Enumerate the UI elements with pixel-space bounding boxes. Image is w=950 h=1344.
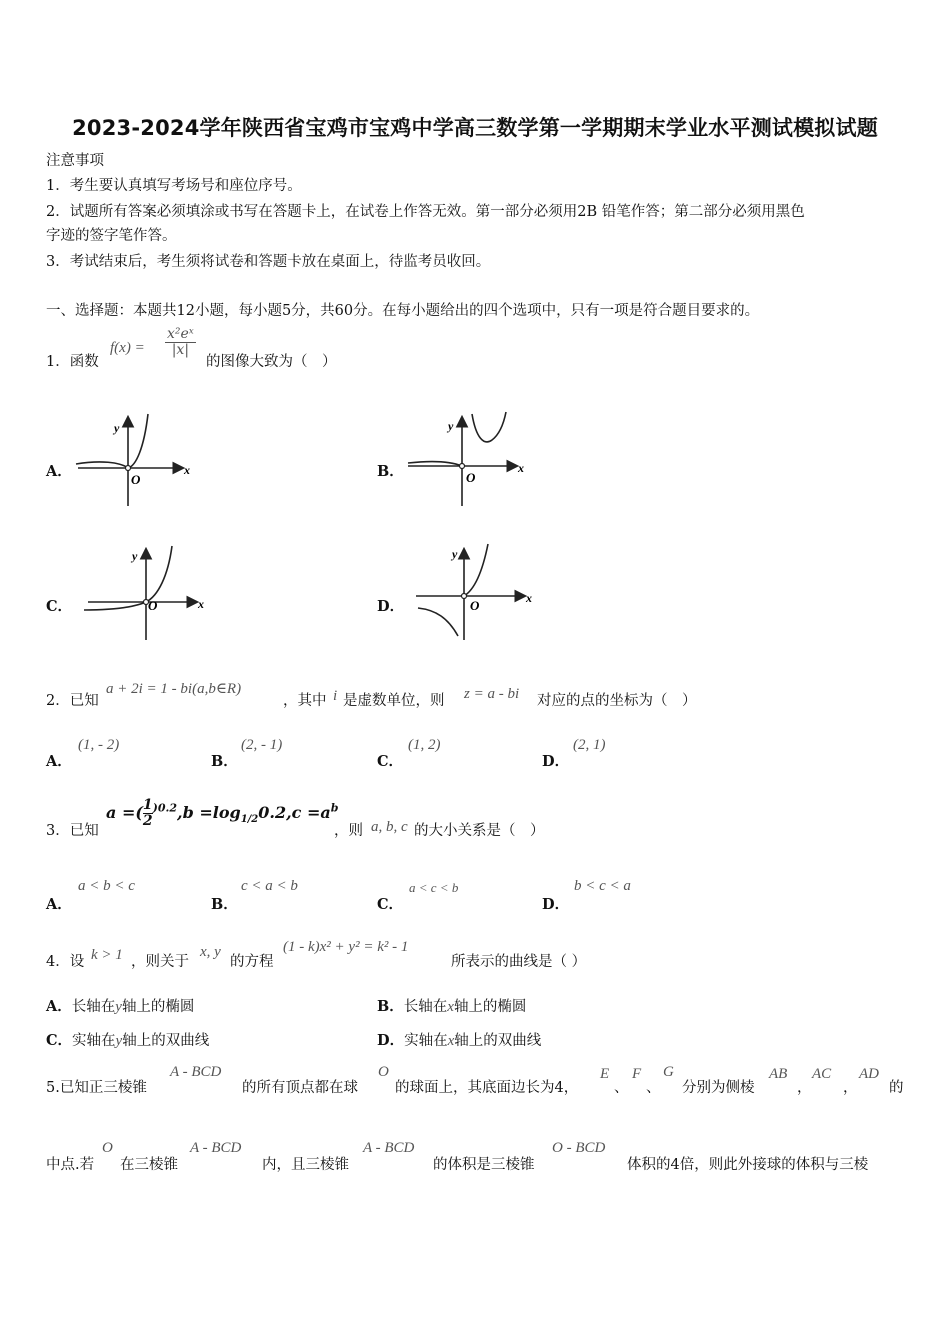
q4-prefix: 4．设 — [46, 954, 85, 970]
q3-option-b[interactable]: B． — [211, 896, 238, 913]
notice-item: 1．考生要认真填写考场号和座位序号。 — [46, 178, 302, 194]
q1-func: f(x) = — [110, 340, 145, 356]
q2-suffix: 对应的点的坐标为（ ） — [537, 693, 697, 709]
x-axis-label: x — [518, 461, 524, 475]
q2-i: i — [333, 688, 338, 704]
q4-option-b-label: B． — [377, 998, 404, 1015]
q3-suffix: 的大小关系是（ ） — [414, 823, 545, 839]
q4-option-d-var: x — [447, 1033, 455, 1049]
q1-num: x²eˣ — [167, 326, 194, 342]
q5-l1-mid3: 分别为侧棱 — [682, 1080, 755, 1096]
q5-sep2: 、 — [646, 1080, 661, 1096]
q2-mid2: 是虚数单位，则 — [343, 693, 445, 709]
q4-suffix: 所表示的曲线是（ ） — [451, 954, 587, 970]
q4-option-a-label: A． — [46, 998, 72, 1015]
q3-vars: a, b, c — [371, 819, 408, 835]
q4-option-c-post: 轴上的双曲线 — [122, 1033, 210, 1049]
page-title: 2023-2024学年陕西省宝鸡市宝鸡中学高三数学第一学期期末学业水平测试模拟试题 — [72, 116, 878, 140]
q2-expr: a + 2i = 1 - bi(a,b∈R) — [106, 681, 242, 697]
q3-a-def: a =( — [106, 803, 143, 822]
q5-l2-mid2: 内，且三棱锥 — [262, 1157, 349, 1173]
q5-sep1: 、 — [614, 1080, 629, 1096]
q5-comma1: ， — [797, 1080, 812, 1096]
y-axis-label: y — [114, 421, 120, 435]
q5-l1-end: 的 — [889, 1080, 904, 1096]
graph-c — [80, 540, 210, 644]
q1-option-b[interactable]: B． — [377, 463, 404, 480]
q3-b-base: 1/2 — [240, 814, 259, 826]
q2-option-c-value: (1, 2) — [408, 737, 441, 753]
q5-AD: AD — [859, 1066, 879, 1082]
q4-eq: (1 - k)x² + y² = k² - 1 — [283, 939, 409, 955]
q3-option-d-value: b < c < a — [574, 878, 631, 894]
q1-option-a[interactable]: A． — [46, 463, 72, 480]
y-axis-label: y — [132, 549, 138, 563]
origin-label: O — [466, 470, 476, 485]
q2-prefix: 2．已知 — [46, 693, 99, 709]
notice-item: 3．考试结束后，考生须将试卷和答题卡放在桌面上，待监考员收回。 — [46, 254, 491, 270]
q5-F: F — [632, 1066, 642, 1082]
origin-label: O — [131, 472, 141, 487]
q5-l1-mid1: 的所有顶点都在球 — [242, 1080, 358, 1096]
q2-expr2: z = a - bi — [464, 686, 520, 702]
q5-l2-prefix: 中点.若 — [46, 1157, 95, 1173]
q5-comma2: ， — [843, 1080, 858, 1096]
q4-option-c-var: y — [115, 1033, 123, 1049]
q3-half-num: 1 — [142, 797, 153, 813]
q4-option-a-pre: 长轴在 — [71, 999, 116, 1015]
q4-option-d-pre: 实轴在 — [404, 1033, 448, 1049]
q1-fraction — [165, 327, 196, 358]
section-heading: 一、选择题：本题共12小题，每小题5分，共60分。在每小题给出的四个选项中，只有一项是符合题目要求的。 — [46, 303, 760, 319]
q5-l2-end: 体积的4倍，则此外接球的体积与三棱 — [627, 1157, 869, 1173]
x-axis-label: x — [526, 591, 532, 605]
q4-option-a-post: 轴上的椭圆 — [121, 999, 195, 1015]
q4-vars: x, y — [200, 944, 221, 960]
q2-option-b-value: (2, - 1) — [241, 737, 283, 753]
origin-label: O — [148, 598, 158, 613]
graph-d — [408, 540, 538, 644]
q5-tet1: A - BCD — [170, 1064, 222, 1080]
q4-option-b-pre: 长轴在 — [403, 999, 448, 1015]
q5-E: E — [600, 1066, 610, 1082]
q1-den: |x| — [171, 342, 190, 358]
q4-option-a-var: y — [115, 999, 122, 1015]
q4-option-c-label: C． — [46, 1032, 73, 1049]
q1-option-c[interactable]: C． — [46, 598, 73, 615]
q3-c-exp: b — [330, 801, 339, 815]
q5-tet4: O - BCD — [552, 1140, 606, 1156]
q3-option-c-value: a < c < b — [409, 880, 459, 895]
q5-l2-mid3: 的体积是三棱锥 — [433, 1157, 535, 1173]
q5-tet2: A - BCD — [190, 1140, 242, 1156]
q3-mid: ，则 — [334, 823, 363, 839]
y-axis-label: y — [448, 419, 454, 433]
q1-option-d[interactable]: D． — [377, 598, 405, 615]
q4-option-d[interactable] — [377, 1031, 541, 1051]
x-axis-label: x — [198, 597, 204, 611]
q4-option-d-label: D． — [377, 1032, 405, 1049]
q3-prefix: 3．已知 — [46, 823, 99, 839]
notice-item: 2．试题所有答案必须填涂或书写在答题卡上，在试卷上作答无效。第一部分必须用2B 铅笔作答；第二部分必须用黑色 — [46, 204, 805, 220]
q3-expression — [106, 798, 338, 829]
notice-item: 字迹的签字笔作答。 — [46, 228, 177, 244]
q3-b-def: ,b =log — [177, 803, 241, 822]
graph-b — [400, 408, 530, 510]
q5-O2: O — [102, 1140, 113, 1156]
q2-option-b[interactable]: B． — [211, 753, 238, 770]
graph-a — [70, 408, 200, 510]
q5-AB: AB — [769, 1066, 788, 1082]
q4-mid1: ，则关于 — [131, 954, 189, 970]
q3-a-exp: )0.2 — [152, 801, 178, 815]
q3-b-rest: 0.2,c =a — [258, 803, 331, 822]
q5-O: O — [378, 1064, 389, 1080]
q5-AC: AC — [812, 1066, 832, 1082]
q5-tet3: A - BCD — [363, 1140, 415, 1156]
q3-option-c[interactable]: C． — [377, 896, 404, 913]
q5-l2-mid1: 在三棱锥 — [120, 1157, 178, 1173]
q3-option-d[interactable]: D． — [542, 896, 570, 913]
y-axis-label: y — [452, 547, 458, 561]
q4-option-c[interactable] — [46, 1031, 209, 1051]
origin-label: O — [470, 598, 480, 613]
q1-prefix: 1．函数 — [46, 354, 99, 370]
q3-option-b-value: c < a < b — [241, 878, 298, 894]
q4-option-d-post: 轴上的双曲线 — [454, 1033, 542, 1049]
q4-option-c-pre: 实轴在 — [72, 1033, 116, 1049]
q4-option-b-var: x — [447, 999, 454, 1015]
q2-option-d[interactable]: D． — [542, 753, 570, 770]
q2-mid1: ，其中 — [283, 693, 327, 709]
q2-option-d-value: (2, 1) — [573, 737, 606, 753]
q3-half-den: 2 — [142, 813, 153, 829]
q2-option-a-value: (1, - 2) — [78, 737, 120, 753]
q5-prefix: 5.已知正三棱锥 — [46, 1080, 147, 1096]
q3-option-a[interactable]: A． — [46, 896, 72, 913]
q2-option-a[interactable]: A． — [46, 753, 72, 770]
x-axis-label: x — [184, 463, 190, 477]
q1-suffix: 的图像大致为（ ） — [206, 354, 337, 370]
q4-mid2: 的方程 — [230, 954, 274, 970]
q4-option-b[interactable] — [377, 997, 526, 1017]
q4-option-a[interactable] — [46, 997, 194, 1017]
q4-option-b-post: 轴上的椭圆 — [453, 999, 527, 1015]
q3-option-a-value: a < b < c — [78, 878, 135, 894]
q2-option-c[interactable]: C． — [377, 753, 404, 770]
notice-heading: 注意事项 — [46, 153, 104, 169]
q4-cond: k > 1 — [91, 947, 123, 963]
q5-G: G — [663, 1064, 674, 1080]
q5-l1-mid2: 的球面上，其底面边长为4， — [395, 1080, 579, 1096]
